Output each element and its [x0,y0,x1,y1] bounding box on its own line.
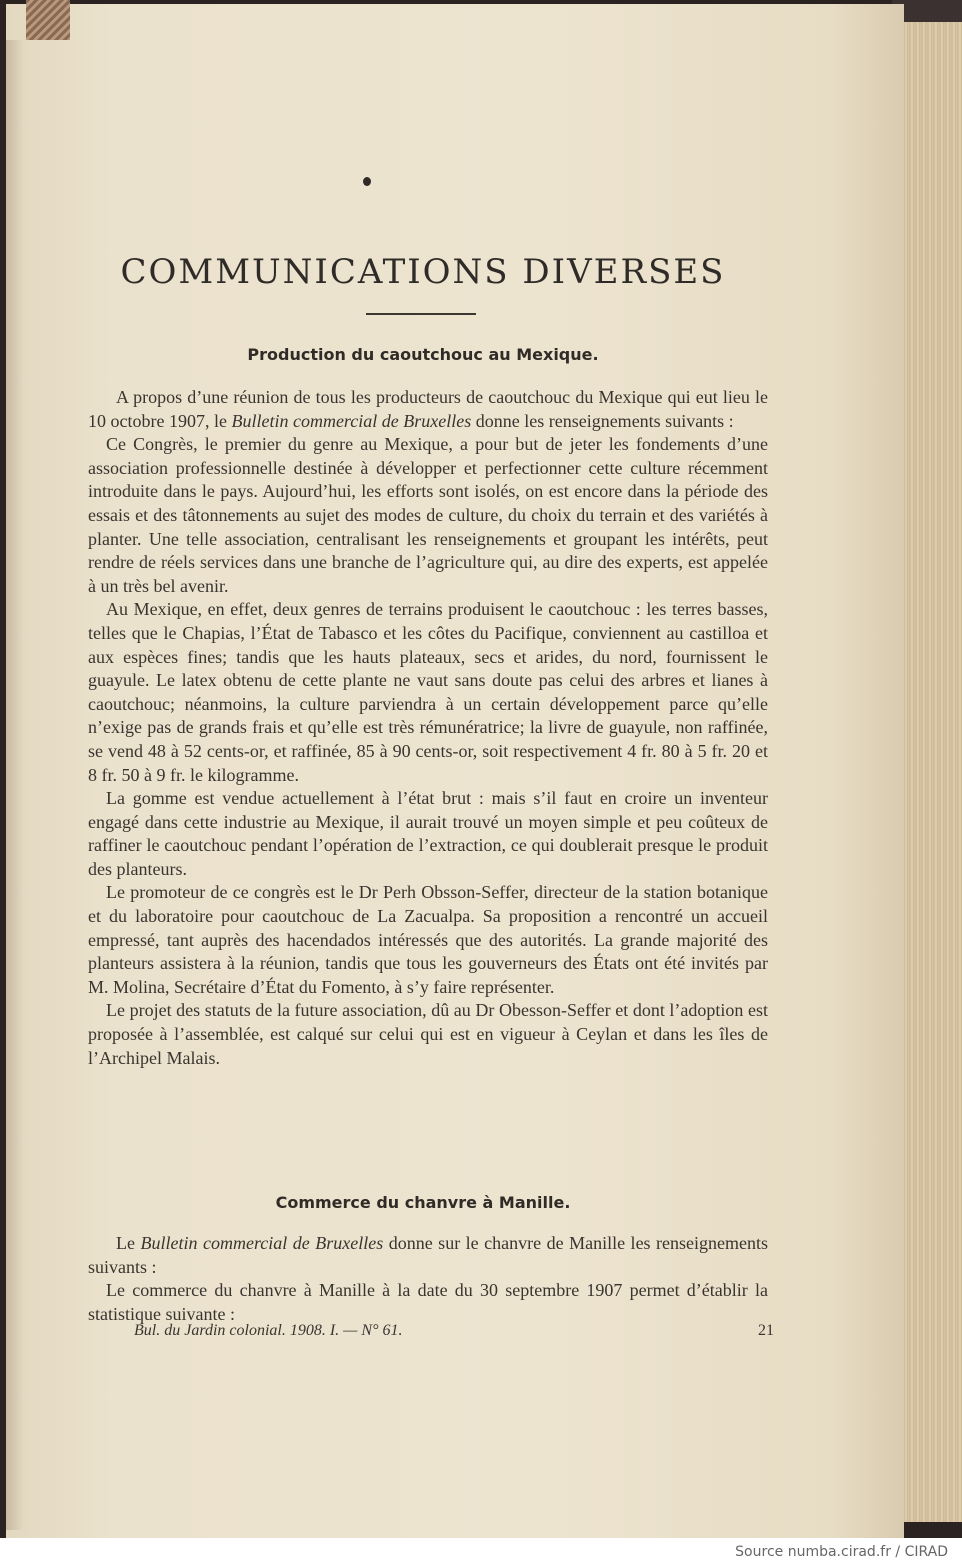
bulletin-reference: Bul. du Jardin colonial. 1908. I. — N° 61. [134,1322,403,1339]
paragraph: Le promoteur de ce congrès est le Dr Perh Obsson-Seffer, directeur de la station botanique et du laboratoire pour caoutchouc de La Zacualpa. Sa proposition a rencontré un accueil empressé, tant auprès des hacendados intéressés que des autorités. La grande majorité des planteurs assistera à la réunion, tandis que tous les gouverneurs des États ont été invités par M. Molina, Secrétaire d’État du Fomento, à s’y faire représenter. [88,882,768,997]
page-number: 21 [758,1322,774,1339]
section-heading-chanvre: Commerce du chanvre à Manille. [275,1193,571,1212]
paragraph: La gomme est vendue actuellement à l’état brut : mais s’il faut en croire un inventeur engagé dans cette industrie au Mexique, il aurait trouvé un moyen simple et peu coûteux de raffiner le caoutchouc pendant l’opération de l’extraction, ce qui doublerait presque le produit des planteurs. [88,788,768,879]
section-body-chanvre [88,1232,768,1326]
paragraph: Au Mexique, en effet, deux genres de terrains produisent le caoutchouc : les terres basses, telles que le Chapias, l’État de Tabasco et les côtes du Pacifique, conviennent au castilloa et aux espèces fines; tandis que les hauts plateaux, secs et arides, du nord, fournissent le guayule. Le latex obtenu de cette plante ne vaut sans doute pas celui des arbres et lianes à caoutchouc; néanmoins, la culture parviendra à un certain développement parce qu’elle n’exige pas de grands frais et qu’elle est très rémunératrice; la livre de guayule, non raffinée, se vend 48 à 52 cents-or, et raffinée, 85 à 90 cents-or, soit respectivement 4 fr. 80 à 5 fr. 20 et 8 fr. 50 à 9 fr. le kilogramme. [88,599,768,785]
section-body-caoutchouc [88,386,768,1070]
paragraph: Le commerce du chanvre à Manille à la date du 30 septembre 1907 permet d’établir la statistique suivante : [88,1280,768,1324]
binding-mark [26,0,70,40]
paragraph: A propos d’une réunion de tous les producteurs de caoutchouc du Mexique qui eut lieu le 10 octobre 1907, le Bulletin commercial de Bruxelles donne les renseignements suivants : [88,387,768,431]
title-rule [366,313,476,315]
section-heading-caoutchouc: Production du caoutchouc au Mexique. [247,345,599,364]
paragraph: Ce Congrès, le premier du genre au Mexique, a pour but de jeter les fondements d’une association professionnelle destinée à développer et perfectionner cette culture récemment introduite dans le pays. Aujourd’hui, les efforts sont isolés, on est encore dans la période des essais et des tâtonnements au sujet des modes de culture, du choix du terrain et des variétés à planter. Une telle association, centralisant les renseignements et groupant les intérêts, peut rendre de réels services dans une branche de l’agriculture qui, au dire des experts, est appelée à un très bel avenir. [88,434,768,596]
page-title: COMMUNICATIONS DIVERSES [120,252,726,292]
paragraph: Le Bulletin commercial de Bruxelles donne sur le chanvre de Manille les renseignements suivants : [88,1233,769,1277]
paragraph: Le projet des statuts de la future association, dû au Dr Obesson-Seffer et dont l’adoption est proposée à l’assemblée, est calqué sur celui qui est en vigueur à Ceylan et dans les îles de l’Archipel Malais. [88,1000,768,1068]
page-edges [896,22,962,1522]
ornament-dot [363,177,371,186]
page-footer [134,1322,774,1346]
source-credit: Source numba.cirad.fr / CIRAD [735,1544,948,1560]
